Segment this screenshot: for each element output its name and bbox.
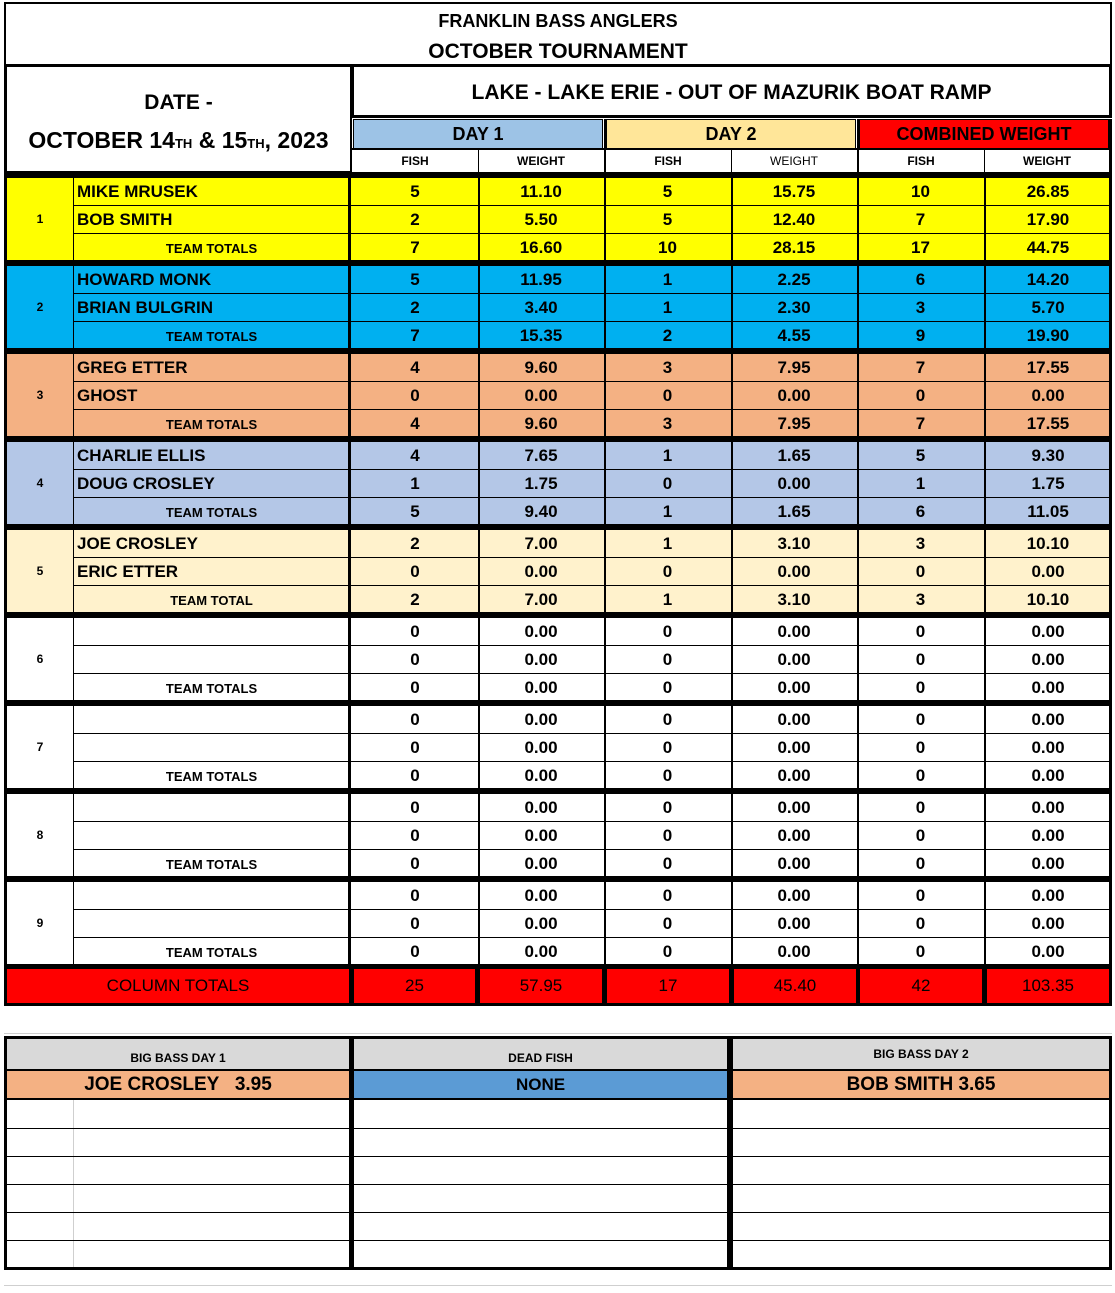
date-part: & 15 (192, 126, 248, 153)
score-cell: 0 (410, 622, 420, 641)
score-cell: 0 (662, 386, 673, 405)
date-suffix: TH (174, 135, 193, 151)
date-suffix: TH (247, 135, 265, 151)
score-cell: 26.85 (1026, 182, 1070, 201)
score-cell: 3.10 (777, 590, 811, 609)
score-cell: 0 (662, 766, 673, 785)
score-cell: 0.00 (1031, 798, 1065, 817)
score-cell: 0.00 (1031, 386, 1065, 405)
score-cell: 10.10 (1026, 590, 1070, 609)
score-cell: 1 (662, 446, 673, 465)
score-cell: 0.00 (777, 914, 811, 933)
score-cell: 0.00 (777, 622, 811, 641)
score-cell: 0 (662, 942, 673, 961)
score-cell: 1 (662, 502, 673, 521)
date-block (4, 64, 352, 174)
score-cell: 0 (410, 886, 420, 905)
column-total-day1-weight: 57.95 (480, 969, 602, 1003)
score-cell: 0.00 (777, 942, 811, 961)
day1-fish-subheader: FISH (401, 154, 429, 168)
club-name: FRANKLIN BASS ANGLERS (438, 10, 678, 31)
dead-fish-label: DEAD FISH (354, 1039, 727, 1069)
score-cell: 10 (911, 182, 930, 201)
angler-name: GREG ETTER (77, 358, 188, 377)
team-number: 6 (36, 652, 44, 666)
score-cell: 0 (410, 914, 420, 933)
date-part: OCTOBER 14 (28, 126, 175, 153)
big-bass-day1-label: BIG BASS DAY 1 (7, 1039, 349, 1069)
score-cell: 0 (662, 798, 673, 817)
score-cell: 0 (410, 826, 420, 845)
score-cell: 0.00 (777, 710, 811, 729)
score-cell: 0.00 (777, 798, 811, 817)
score-cell: 0.00 (777, 386, 811, 405)
column-totals-label: COLUMN TOTALS (7, 969, 349, 1003)
score-cell: 0.00 (1031, 622, 1065, 641)
score-cell: 10 (658, 238, 677, 257)
angler-name: GHOST (77, 386, 138, 405)
score-cell: 0 (410, 942, 420, 961)
score-cell: 3 (662, 358, 673, 377)
score-cell: 17 (911, 238, 930, 257)
score-cell: 0.00 (524, 386, 558, 405)
score-cell: 0.00 (777, 766, 811, 785)
date-label: DATE - (144, 91, 213, 114)
score-cell: 0.00 (524, 826, 558, 845)
combined-fish-subheader: FISH (907, 154, 935, 168)
score-cell: 0 (662, 622, 673, 641)
score-cell: 0 (915, 622, 926, 641)
score-cell: 0.00 (777, 650, 811, 669)
score-cell: 0 (915, 798, 926, 817)
angler-name: ERIC ETTER (77, 562, 179, 581)
big-bass-day1-value: JOE CROSLEY 3.95 (7, 1071, 349, 1098)
score-cell: 15.35 (519, 326, 563, 345)
team-totals-label: TEAM TOTALS (165, 328, 258, 344)
score-cell: 0.00 (1031, 562, 1065, 581)
angler-name: BOB SMITH (77, 210, 173, 229)
score-cell: 0.00 (524, 886, 558, 905)
column-total-day1-fish: 25 (354, 969, 475, 1003)
score-cell: 3.40 (524, 298, 558, 317)
score-cell: 2 (662, 326, 673, 345)
angler-name: JOE CROSLEY (77, 534, 198, 553)
score-cell: 0.00 (1031, 942, 1065, 961)
angler-name (74, 734, 349, 762)
score-cell: 0.00 (777, 474, 811, 493)
score-cell: 0 (662, 678, 673, 697)
angler-name (74, 822, 349, 850)
score-cell: 5 (662, 210, 673, 229)
team-number: 8 (36, 828, 44, 842)
score-cell: 0 (662, 650, 673, 669)
score-cell: 7.65 (524, 446, 558, 465)
score-cell: 0.00 (1031, 854, 1065, 873)
score-cell: 0 (662, 826, 673, 845)
score-cell: 0 (662, 474, 673, 493)
score-cell: 0.00 (524, 738, 558, 757)
score-cell: 0.00 (1031, 826, 1065, 845)
angler-name (74, 706, 349, 734)
score-cell: 1 (915, 474, 926, 493)
score-cell: 0 (915, 766, 926, 785)
score-cell: 12.40 (772, 210, 816, 229)
score-cell: 0 (662, 710, 673, 729)
score-cell: 3.10 (777, 534, 811, 553)
score-cell: 0.00 (777, 738, 811, 757)
team-number: 3 (36, 388, 44, 402)
score-cell: 2 (410, 210, 420, 229)
score-cell: 5 (410, 182, 420, 201)
score-cell: 9 (915, 326, 926, 345)
score-cell: 0.00 (777, 886, 811, 905)
angler-name (74, 646, 349, 674)
score-cell: 3 (915, 298, 926, 317)
score-cell: 3 (915, 590, 926, 609)
score-cell: 1.75 (1031, 474, 1065, 493)
score-cell: 1 (662, 298, 673, 317)
score-cell: 7.95 (777, 358, 811, 377)
score-cell: 0.00 (777, 826, 811, 845)
score-cell: 5.50 (524, 210, 558, 229)
score-cell: 0.00 (524, 854, 558, 873)
score-cell: 0.00 (777, 854, 811, 873)
score-cell: 0 (662, 562, 673, 581)
team-number: 5 (36, 564, 44, 578)
score-cell: 0 (915, 710, 926, 729)
score-cell: 0 (915, 562, 926, 581)
angler-name (74, 882, 349, 910)
score-cell: 5 (662, 182, 673, 201)
score-cell: 0 (662, 854, 673, 873)
score-cell: 7.95 (777, 414, 811, 433)
score-cell: 16.60 (519, 238, 563, 257)
score-cell: 9.30 (1031, 446, 1065, 465)
score-cell: 0.00 (524, 710, 558, 729)
angler-name (74, 618, 349, 646)
score-cell: 0 (915, 386, 926, 405)
title-block (4, 2, 1112, 66)
score-cell: 1 (410, 474, 420, 493)
score-cell: 11.95 (520, 270, 562, 289)
team-number: 4 (36, 476, 44, 490)
column-total-day2-fish: 17 (607, 969, 729, 1003)
score-cell: 0.00 (1031, 914, 1065, 933)
score-cell: 1 (662, 534, 673, 553)
score-cell: 44.75 (1026, 238, 1070, 257)
score-cell: 2 (410, 534, 420, 553)
angler-name: BRIAN BULGRIN (77, 298, 213, 317)
angler-name: MIKE MRUSEK (77, 182, 198, 201)
score-cell: 0.00 (777, 562, 811, 581)
score-cell: 7.00 (524, 534, 558, 553)
score-cell: 17.90 (1026, 210, 1070, 229)
score-cell: 0 (662, 886, 673, 905)
score-cell: 4 (410, 414, 420, 433)
day2-fish-subheader: FISH (654, 154, 682, 168)
score-cell: 0 (915, 650, 926, 669)
combined-weight-header: COMBINED WEIGHT (859, 119, 1109, 149)
score-cell: 6 (915, 502, 926, 521)
score-cell: 0 (915, 854, 926, 873)
score-cell: 5.70 (1031, 298, 1065, 317)
lake-title: LAKE - LAKE ERIE - OUT OF MAZURIK BOAT RAMP (471, 81, 992, 104)
score-cell: 14.20 (1026, 270, 1070, 289)
team-totals-label: TEAM TOTALS (165, 504, 258, 520)
score-cell: 0.00 (524, 678, 558, 697)
score-cell: 0 (915, 678, 926, 697)
date-part: , 2023 (264, 126, 329, 153)
team-totals-label: TEAM TOTALS (165, 680, 258, 696)
team-number: 1 (36, 212, 44, 226)
date-value (7, 123, 350, 157)
score-cell: 0.00 (524, 650, 558, 669)
angler-name: HOWARD MONK (77, 270, 212, 289)
score-cell: 7 (410, 238, 420, 257)
score-cell: 9.60 (524, 358, 558, 377)
angler-name (74, 794, 349, 822)
score-cell: 6 (915, 270, 926, 289)
score-cell: 0.00 (1031, 738, 1065, 757)
score-cell: 4.55 (777, 326, 811, 345)
score-cell: 7 (915, 358, 926, 377)
score-cell: 4 (410, 358, 420, 377)
column-totals-row (4, 966, 1112, 1006)
team-totals-label: TEAM TOTALS (165, 768, 258, 784)
score-cell: 1.65 (777, 502, 811, 521)
score-cell: 9.60 (524, 414, 558, 433)
score-cell: 1.65 (777, 446, 811, 465)
score-cell: 0 (410, 766, 420, 785)
column-total-combined-weight: 103.35 (987, 969, 1109, 1003)
score-cell: 0.00 (1031, 678, 1065, 697)
team-number: 9 (36, 916, 44, 930)
score-cell: 0 (410, 738, 420, 757)
score-cell: 7.00 (524, 590, 558, 609)
score-cell: 0 (410, 562, 420, 581)
score-cell: 0.00 (524, 942, 558, 961)
score-cell: 5 (915, 446, 926, 465)
score-cell: 0 (410, 386, 420, 405)
tournament-name: OCTOBER TOURNAMENT (428, 40, 688, 63)
score-cell: 1 (662, 590, 673, 609)
day1-header: DAY 1 (353, 119, 603, 149)
score-cell: 2 (410, 590, 420, 609)
team-totals-label: TEAM TOTALS (165, 240, 258, 256)
score-cell: 17.55 (1026, 358, 1070, 377)
team-totals-label: TEAM TOTALS (165, 416, 258, 432)
score-cell: 0.00 (1031, 886, 1065, 905)
score-cell: 1 (662, 270, 673, 289)
score-cell: 17.55 (1026, 414, 1070, 433)
team-totals-label: TEAM TOTALS (165, 856, 258, 872)
score-cell: 4 (410, 446, 420, 465)
score-cell: 15.75 (772, 182, 816, 201)
score-cell: 0 (662, 738, 673, 757)
score-cell: 11.10 (520, 182, 562, 201)
score-cell: 0.00 (1031, 650, 1065, 669)
score-cell: 2.30 (777, 298, 811, 317)
score-cell: 0 (410, 854, 420, 873)
day2-header: DAY 2 (606, 119, 856, 149)
score-cell: 0.00 (1031, 710, 1065, 729)
score-cell: 3 (662, 414, 673, 433)
score-cell: 0 (915, 826, 926, 845)
team-number: 2 (36, 300, 44, 314)
score-cell: 3 (915, 534, 926, 553)
score-cell: 0.00 (1031, 766, 1065, 785)
lake-block (352, 64, 1112, 118)
score-cell: 0 (410, 650, 420, 669)
score-cell: 0 (410, 710, 420, 729)
score-cell: 0.00 (777, 678, 811, 697)
big-bass-day2-label: BIG BASS DAY 2 (733, 1039, 1109, 1069)
score-cell: 0 (915, 914, 926, 933)
score-cell: 0 (410, 678, 420, 697)
score-cell: 2 (410, 298, 420, 317)
team-totals-label: TEAM TOTAL (170, 592, 253, 608)
score-cell: 28.15 (772, 238, 816, 257)
score-cell: 0 (915, 942, 926, 961)
angler-name: CHARLIE ELLIS (77, 446, 206, 465)
score-cell: 0 (915, 886, 926, 905)
angler-name: DOUG CROSLEY (77, 474, 215, 493)
score-cell: 19.90 (1026, 326, 1070, 345)
score-cell: 0.00 (524, 914, 558, 933)
score-cell: 0.00 (524, 562, 558, 581)
score-cell: 2.25 (777, 270, 811, 289)
score-cell: 10.10 (1026, 534, 1070, 553)
big-bass-day2-value: BOB SMITH 3.65 (733, 1071, 1109, 1098)
dead-fish-value: NONE (354, 1071, 727, 1098)
score-cell: 1.75 (524, 474, 558, 493)
day1-weight-subheader: WEIGHT (517, 154, 565, 168)
score-cell: 0 (662, 914, 673, 933)
score-cell: 0 (410, 798, 420, 817)
score-cell: 7 (915, 414, 926, 433)
team-totals-label: TEAM TOTALS (165, 944, 258, 960)
score-cell: 7 (915, 210, 926, 229)
day2-weight-subheader: WEIGHT (770, 154, 818, 168)
column-total-combined-fish: 42 (860, 969, 982, 1003)
score-cell: 5 (410, 270, 420, 289)
score-cell: 7 (410, 326, 420, 345)
score-cell: 0.00 (524, 798, 558, 817)
score-cell: 0.00 (524, 766, 558, 785)
column-total-day2-weight: 45.40 (734, 969, 856, 1003)
score-cell: 5 (410, 502, 420, 521)
combined-weight-subheader: WEIGHT (1023, 154, 1071, 168)
angler-name (74, 910, 349, 938)
score-cell: 0.00 (524, 622, 558, 641)
team-number: 7 (36, 740, 44, 754)
score-cell: 11.05 (1027, 502, 1069, 521)
score-cell: 0 (915, 738, 926, 757)
score-cell: 9.40 (524, 502, 558, 521)
